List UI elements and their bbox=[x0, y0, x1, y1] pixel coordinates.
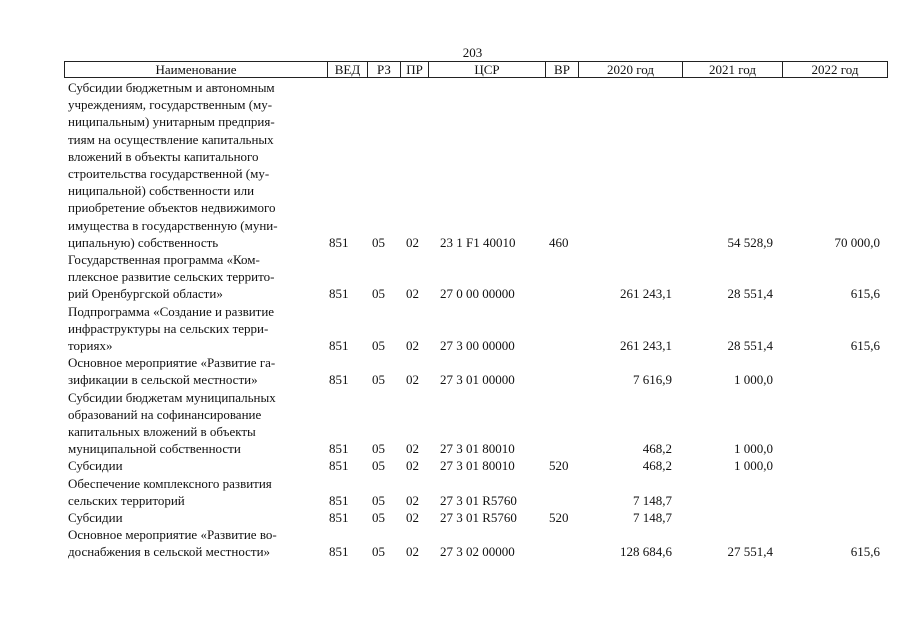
row-name-line: капитальных вложений в объекты bbox=[68, 423, 256, 439]
row-name bbox=[68, 509, 313, 526]
table-row bbox=[0, 509, 905, 526]
cell-ved: 851 bbox=[329, 509, 349, 525]
row-name-line: тиям на осуществление капитальных bbox=[68, 131, 274, 147]
row-name bbox=[68, 526, 313, 560]
cell-rz: 05 bbox=[372, 492, 385, 508]
row-name-line: вложений в объекты капитального bbox=[68, 148, 259, 164]
cell-csr: 23 1 F1 40010 bbox=[440, 234, 516, 250]
cell-2022: 70 000,0 bbox=[834, 234, 880, 250]
cell-pr: 02 bbox=[406, 492, 419, 508]
header-name: Наименование bbox=[65, 62, 328, 77]
cell-2021: 28 551,4 bbox=[727, 337, 773, 353]
cell-ved: 851 bbox=[329, 337, 349, 353]
cell-csr: 27 3 00 00000 bbox=[440, 337, 515, 353]
header-ved: ВЕД bbox=[328, 62, 368, 77]
row-name-line: ниципальной) собственности или bbox=[68, 183, 255, 199]
table-row bbox=[0, 526, 905, 560]
cell-rz: 05 bbox=[372, 286, 385, 302]
cell-pr: 02 bbox=[406, 234, 419, 250]
row-name-line: ниципальным) унитарным предприя- bbox=[68, 114, 275, 130]
table-header bbox=[64, 61, 888, 78]
row-name-line: Субсидии bbox=[68, 458, 123, 474]
cell-2021: 27 551,4 bbox=[727, 544, 773, 560]
row-name bbox=[68, 303, 313, 355]
row-name-line: доснабжения в сельской местности» bbox=[68, 544, 271, 560]
cell-2021: 28 551,4 bbox=[727, 286, 773, 302]
table-row bbox=[0, 457, 905, 474]
cell-rz: 05 bbox=[372, 509, 385, 525]
cell-csr: 27 3 02 00000 bbox=[440, 544, 515, 560]
row-name-line: строительства государственной (му- bbox=[68, 166, 270, 182]
cell-2020: 128 684,6 bbox=[620, 544, 672, 560]
row-name-line: муниципальной собственности bbox=[68, 441, 241, 457]
cell-pr: 02 bbox=[406, 509, 419, 525]
cell-vr: 460 bbox=[549, 234, 569, 250]
row-name-line: имущества в государственную (муни- bbox=[68, 217, 278, 233]
header-2022: 2022 год bbox=[811, 62, 859, 77]
cell-2020: 7 148,7 bbox=[633, 492, 672, 508]
cell-2021: 54 528,9 bbox=[727, 234, 773, 250]
row-name-line: плексное развитие сельских террито- bbox=[68, 269, 275, 285]
row-name-line: Подпрограмма «Создание и развитие bbox=[68, 303, 275, 319]
table-row bbox=[0, 389, 905, 458]
cell-vr: 520 bbox=[549, 509, 569, 525]
row-name-line: Основное мероприятие «Развитие во- bbox=[68, 527, 277, 543]
cell-2022: 615,6 bbox=[850, 286, 880, 302]
row-name-line: Субсидии bbox=[68, 509, 123, 525]
cell-2020: 468,2 bbox=[642, 441, 672, 457]
header-rz: РЗ bbox=[368, 62, 401, 77]
table-row bbox=[0, 354, 905, 388]
row-name-line: образований на софинансирование bbox=[68, 406, 262, 422]
cell-2020: 468,2 bbox=[642, 458, 672, 474]
table-body bbox=[0, 79, 905, 561]
cell-vr: 520 bbox=[549, 458, 569, 474]
cell-2020: 7 616,9 bbox=[633, 372, 672, 388]
cell-ved: 851 bbox=[329, 372, 349, 388]
cell-csr: 27 3 01 00000 bbox=[440, 372, 515, 388]
row-name-line: Государственная программа «Ком- bbox=[68, 252, 260, 267]
row-name-line: Субсидии бюджетам муниципальных bbox=[68, 389, 276, 405]
header-vr: ВР bbox=[546, 62, 579, 77]
row-name-line: сельских территорий bbox=[68, 492, 185, 508]
cell-rz: 05 bbox=[372, 234, 385, 250]
cell-2020: 7 148,7 bbox=[633, 509, 672, 525]
cell-rz: 05 bbox=[372, 458, 385, 474]
row-name-line: приобретение объектов недвижимого bbox=[68, 200, 276, 216]
cell-rz: 05 bbox=[372, 441, 385, 457]
cell-pr: 02 bbox=[406, 337, 419, 353]
row-name-line: рий Оренбургской области» bbox=[68, 286, 223, 302]
cell-2021: 1 000,0 bbox=[734, 372, 773, 388]
row-name bbox=[68, 389, 313, 458]
cell-ved: 851 bbox=[329, 286, 349, 302]
cell-ved: 851 bbox=[329, 234, 349, 250]
table-row bbox=[0, 251, 905, 303]
row-name-line: зификации в сельской местности» bbox=[68, 372, 258, 388]
header-csr: ЦСР bbox=[429, 62, 546, 77]
header-2020: 2020 год bbox=[579, 62, 683, 77]
table-row bbox=[0, 79, 905, 251]
cell-pr: 02 bbox=[406, 458, 419, 474]
page-number: 203 bbox=[462, 45, 483, 60]
cell-csr: 27 3 01 80010 bbox=[440, 441, 515, 457]
cell-csr: 27 3 01 R5760 bbox=[440, 509, 517, 525]
row-name-line: ципальную) собственность bbox=[68, 234, 219, 250]
cell-pr: 02 bbox=[406, 441, 419, 457]
row-name-line: ториях» bbox=[68, 338, 113, 353]
cell-2020: 261 243,1 bbox=[620, 286, 672, 302]
cell-csr: 27 3 01 R5760 bbox=[440, 492, 517, 508]
cell-ved: 851 bbox=[329, 458, 349, 474]
cell-pr: 02 bbox=[406, 372, 419, 388]
header-2021: 2021 год bbox=[683, 62, 783, 77]
table-row bbox=[0, 303, 905, 355]
cell-csr: 27 0 00 00000 bbox=[440, 286, 515, 302]
cell-pr: 02 bbox=[406, 286, 419, 302]
row-name-line: Субсидии бюджетным и автономным bbox=[68, 80, 275, 95]
row-name bbox=[68, 475, 313, 509]
header-pr: ПР bbox=[401, 62, 429, 77]
row-name-line: Основное мероприятие «Развитие га- bbox=[68, 355, 276, 371]
row-name-line: Обеспечение комплексного развития bbox=[68, 475, 272, 491]
row-name-line: учреждениям, государственным (му- bbox=[68, 97, 273, 113]
cell-2022: 615,6 bbox=[850, 337, 880, 353]
row-name bbox=[68, 251, 313, 303]
cell-2022: 615,6 bbox=[850, 544, 880, 560]
cell-2021: 1 000,0 bbox=[734, 441, 773, 457]
cell-ved: 851 bbox=[329, 492, 349, 508]
row-name-line: инфраструктуры на сельских терри- bbox=[68, 320, 269, 336]
cell-rz: 05 bbox=[372, 337, 385, 353]
cell-2020: 261 243,1 bbox=[620, 337, 672, 353]
cell-csr: 27 3 01 80010 bbox=[440, 458, 515, 474]
row-name bbox=[68, 79, 313, 251]
cell-rz: 05 bbox=[372, 544, 385, 560]
table-row bbox=[0, 475, 905, 509]
cell-ved: 851 bbox=[329, 441, 349, 457]
cell-2021: 1 000,0 bbox=[734, 458, 773, 474]
row-name bbox=[68, 457, 313, 474]
row-name bbox=[68, 354, 313, 388]
cell-ved: 851 bbox=[329, 544, 349, 560]
cell-rz: 05 bbox=[372, 372, 385, 388]
cell-pr: 02 bbox=[406, 544, 419, 560]
